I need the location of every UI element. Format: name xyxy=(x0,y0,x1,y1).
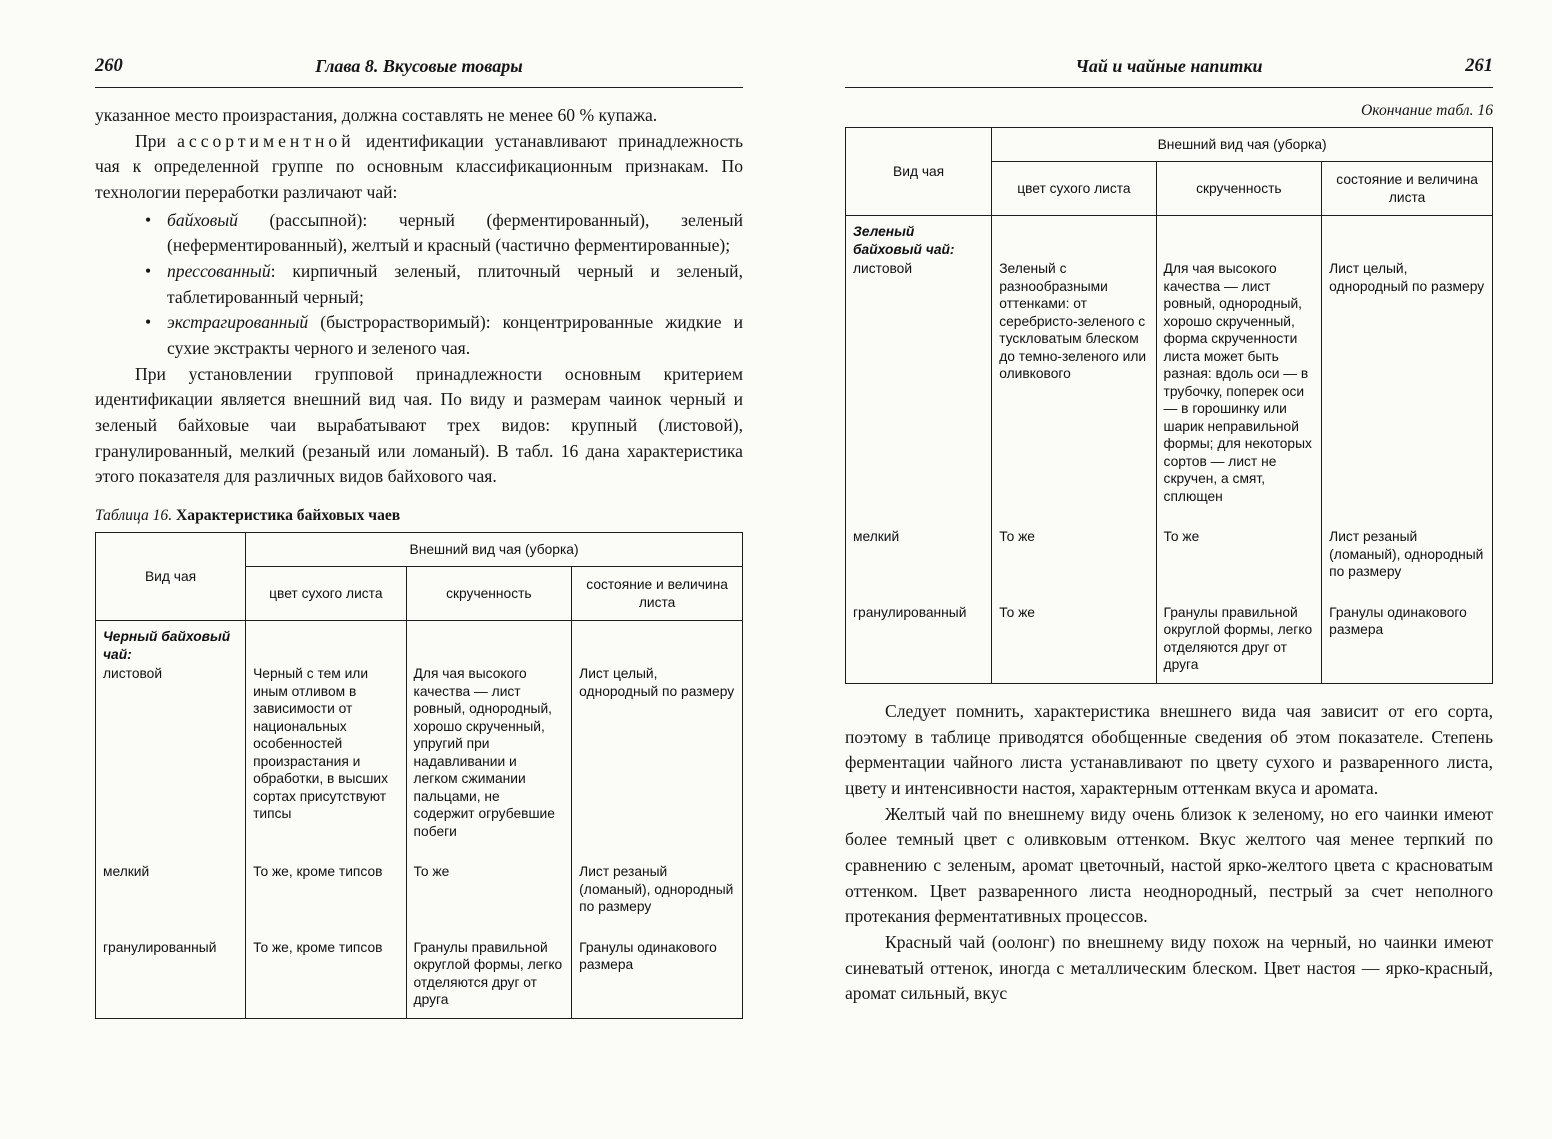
table-row-granulirovanny xyxy=(846,602,1493,684)
table-head xyxy=(846,128,1493,216)
header-leaf-state: состояние и величина листа xyxy=(1322,162,1493,216)
group-label-green-tea: Зеленый байховый чай: xyxy=(846,216,992,259)
cell-color: То же xyxy=(992,526,1156,602)
table-group-row xyxy=(846,216,1493,259)
cell-twist: Гранулы правильной округлой формы, легко отделяются друг от друга xyxy=(1156,602,1322,684)
paragraph-sledует-pomnit: Следует помнить, характеристика внешнего вида чая зависит от его сорта, поэтому в таблице приводятся обобщенные сведения об этом показателе. Степень ферментации чайного листа устанавливают по цвету сухого и разваренного листа, цвету и интенсивности настоя, характерным оттенкам вкуса и аромата. xyxy=(845,700,1493,798)
cell-twist: Для чая высокого качества — лист ровный, однородный, хорошо скрученный, форма скрученности листа может быть разная: вдоль оси — в трубочку, поперек оси — в горошинку или шарик неправильной формы; для некоторых сортов — лист не скручен, а смят, сплющен xyxy=(1156,258,1322,526)
bullet-rest: : кирпичный зеленый, плиточный черный и зеленый, таблетированный черный; xyxy=(167,261,743,307)
bullet-extragirovanny xyxy=(95,310,743,361)
cell-kind: листовой xyxy=(846,258,992,526)
empty-cell xyxy=(572,621,743,664)
assortment-spaced-word: ассортиментной xyxy=(177,130,355,151)
cell-kind: мелкий xyxy=(846,526,992,602)
cell-color: Черный с тем или иным отливом в зависимости от национальных особенностей произрастания и обработки, в высших сортах присутствуют типсы xyxy=(246,663,406,861)
page-number-right: 261 xyxy=(1465,56,1493,76)
cell-color: Зеленый с разнообразными оттенками: от серебристо-зеленого с тускловатым блеском до темно-зеленого или оливкового xyxy=(992,258,1156,526)
header-dry-leaf-color: цвет сухого листа xyxy=(246,567,406,621)
header-leaf-state: состояние и величина листа xyxy=(572,567,743,621)
table-row-granulirovanny xyxy=(96,937,743,1019)
page-left xyxy=(95,0,743,1139)
header-twist: скрученность xyxy=(406,567,572,621)
table-row-listovoy xyxy=(96,663,743,861)
right-body-text xyxy=(845,699,1493,1007)
header-appearance-group: Внешний вид чая (уборка) xyxy=(246,533,743,567)
header-twist: скрученность xyxy=(1156,162,1322,216)
group-label-black-tea: Черный байховый чай: xyxy=(96,621,246,664)
cell-twist: Для чая высокого качества — лист ровный, однородный, хорошо скрученный, упругий при надавливании и легком сжимании пальцами, не содержит огрубевшие побеги xyxy=(406,663,572,861)
page-right xyxy=(845,0,1493,1139)
table-row-listovoy xyxy=(846,258,1493,526)
green-tea-table xyxy=(845,127,1493,684)
header-appearance-group: Внешний вид чая (уборка) xyxy=(992,128,1493,162)
paragraph-red-tea: Красный чай (оолонг) по внешнему виду похож на черный, но чаинки имеют синеватый оттенок, иногда с металлическим блеском. Цвет настоя — ярко-красный, аромат сильный, вкус xyxy=(845,931,1493,1004)
bullet-term: экстрагированный xyxy=(167,312,309,333)
cell-state: Лист резаный (ломаный), однородный по размеру xyxy=(1322,526,1493,602)
cell-color: То же xyxy=(992,602,1156,684)
chapter-title: Глава 8. Вкусовые товары xyxy=(315,56,523,76)
cell-color: То же, кроме типсов xyxy=(246,937,406,1019)
assortment-pre: При xyxy=(135,130,178,151)
paragraph-group-identification: При установлении групповой принадлежности основным критерием идентификации является внешний вид чая. По виду и размерам чаинок черный и зеленый байховые чаи вырабатывают трех видов: крупный (листовой), гранулированный, мелкий (резаный или ломаный). В табл. 16 дана характеристика этого показателя для различных видов байхового чая. xyxy=(95,363,743,487)
cell-kind: гранулированный xyxy=(846,602,992,684)
cell-state: Лист целый, однородный по размеру xyxy=(1322,258,1493,526)
paragraph-assortment xyxy=(95,129,743,206)
assortment-post: идентификации устанавливают принадлежность чая к определенной группе по основным классификационным признакам. По технологии переработки различают чай: xyxy=(95,130,743,203)
bullet-rest: (рассыпной): черный (ферментированный), зеленый (неферментированный), желтый и красный (частично ферментированные); xyxy=(167,209,743,256)
header-tea-kind: Вид чая xyxy=(96,533,246,621)
paragraph-yellow-tea: Желтый чай по внешнему виду очень близок к зеленому, но его чаинки имеют более темный цвет с оливковым оттенком. Вкус желтого чая менее терпкий по сравнению с зеленым, аромат цветочный, настой ярко-желтого цвета с красноватым оттенком. Цвет разваренного листа неоднородный, пестрый за счет неполного протекания ферментативных процессов. xyxy=(845,803,1493,927)
cell-state: Лист целый, однородный по размеру xyxy=(572,663,743,861)
cell-kind: гранулированный xyxy=(96,937,246,1019)
black-tea-table xyxy=(95,532,743,1019)
tea-type-bullet-list xyxy=(95,208,743,362)
table-row-melky xyxy=(846,526,1493,602)
paragraph-intro: указанное место произрастания, должна составлять не менее 60 % купажа. xyxy=(95,105,658,125)
running-head-left xyxy=(95,56,743,88)
cell-twist: То же xyxy=(406,861,572,937)
empty-cell xyxy=(406,621,572,664)
table-head xyxy=(96,533,743,621)
cell-kind: мелкий xyxy=(96,861,246,937)
cell-kind: листовой xyxy=(96,663,246,861)
cell-state: Гранулы одинакового размера xyxy=(572,937,743,1019)
section-title: Чай и чайные напитки xyxy=(1075,56,1263,76)
cell-twist: Гранулы правильной округлой формы, легко отделяются друг от друга xyxy=(406,937,572,1019)
header-tea-kind: Вид чая xyxy=(846,128,992,216)
running-head-right xyxy=(845,56,1493,88)
header-dry-leaf-color: цвет сухого листа xyxy=(992,162,1156,216)
table-continuation-note: Окончание табл. 16 xyxy=(1361,102,1493,119)
table-row-melky xyxy=(96,861,743,937)
empty-cell xyxy=(1322,216,1493,259)
bullet-term: прессованный xyxy=(167,261,271,282)
table-caption-label: Таблица 16. xyxy=(95,507,173,525)
table-caption xyxy=(95,507,743,525)
cell-state: Лист резаный (ломаный), однородный по размеру xyxy=(572,861,743,937)
empty-cell xyxy=(1156,216,1322,259)
table-group-row xyxy=(96,621,743,664)
empty-cell xyxy=(992,216,1156,259)
empty-cell xyxy=(246,621,406,664)
page-number-left: 260 xyxy=(95,56,123,76)
left-body-text xyxy=(95,103,743,490)
bullet-rest: (быстрорастворимый): концентрированные жидкие и сухие экстракты черного и зеленого чая. xyxy=(167,312,743,359)
cell-twist: То же xyxy=(1156,526,1322,602)
cell-color: То же, кроме типсов xyxy=(246,861,406,937)
table-caption-title: Характеристика байховых чаев xyxy=(176,507,401,525)
cell-state: Гранулы одинакового размера xyxy=(1322,602,1493,684)
bullet-term: байховый xyxy=(167,209,238,230)
bullet-pressovanny xyxy=(95,259,743,310)
bullet-baikhovy xyxy=(95,208,743,259)
